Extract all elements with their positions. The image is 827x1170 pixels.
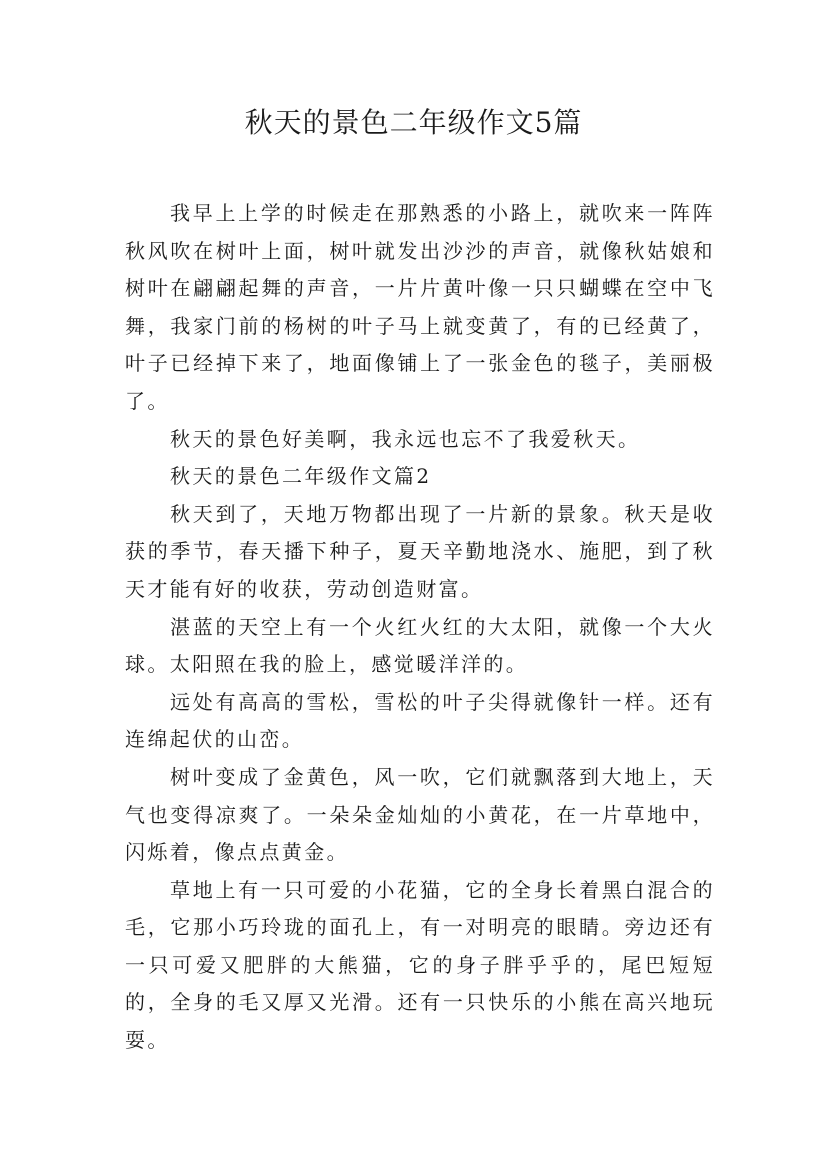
- paragraph: 湛蓝的天空上有一个火红火红的大太阳，就像一个大火球。太阳照在我的脸上，感觉暖洋洋的。: [125, 614, 715, 677]
- paragraph: 秋天到了，天地万物都出现了一片新的景象。秋天是收获的季节，春天播下种子，夏天辛勤地浇水、施肥，到了秋天才能有好的收获，劳动创造财富。: [125, 501, 715, 601]
- paragraph: 远处有高高的雪松，雪松的叶子尖得就像针一样。还有连绵起伏的山峦。: [125, 689, 715, 752]
- paragraph: 我早上上学的时候走在那熟悉的小路上，就吹来一阵阵秋风吹在树叶上面，树叶就发出沙沙的声音，就像秋姑娘和树叶在翩翩起舞的声音，一片片黄叶像一只只蝴蝶在空中飞舞，我家门前的杨树的叶子马上就变黄了，有的已经黄了，叶子已经掉下来了，地面像铺上了一张金色的毯子，美丽极了。: [125, 201, 715, 413]
- paragraph: 草地上有一只可爱的小花猫，它的全身长着黑白混合的毛，它那小巧玲珑的面孔上，有一对明亮的眼睛。旁边还有一只可爱又肥胖的大熊猫，它的身子胖乎乎的，尾巴短短的，全身的毛又厚又光滑。还有一只快乐的小熊在高兴地玩耍。: [125, 877, 715, 1053]
- paragraph: 秋天的景色好美啊，我永远也忘不了我爱秋天。: [170, 426, 641, 451]
- document-body: [125, 195, 715, 1060]
- section-heading: 秋天的景色二年级作文篇2: [170, 464, 432, 489]
- document-title: 秋天的景色二年级作文5篇: [244, 106, 583, 139]
- paragraph: 树叶变成了金黄色，风一吹，它们就飘落到大地上，天气也变得凉爽了。一朵朵金灿灿的小黄花，在一片草地中，闪烁着，像点点黄金。: [125, 764, 715, 865]
